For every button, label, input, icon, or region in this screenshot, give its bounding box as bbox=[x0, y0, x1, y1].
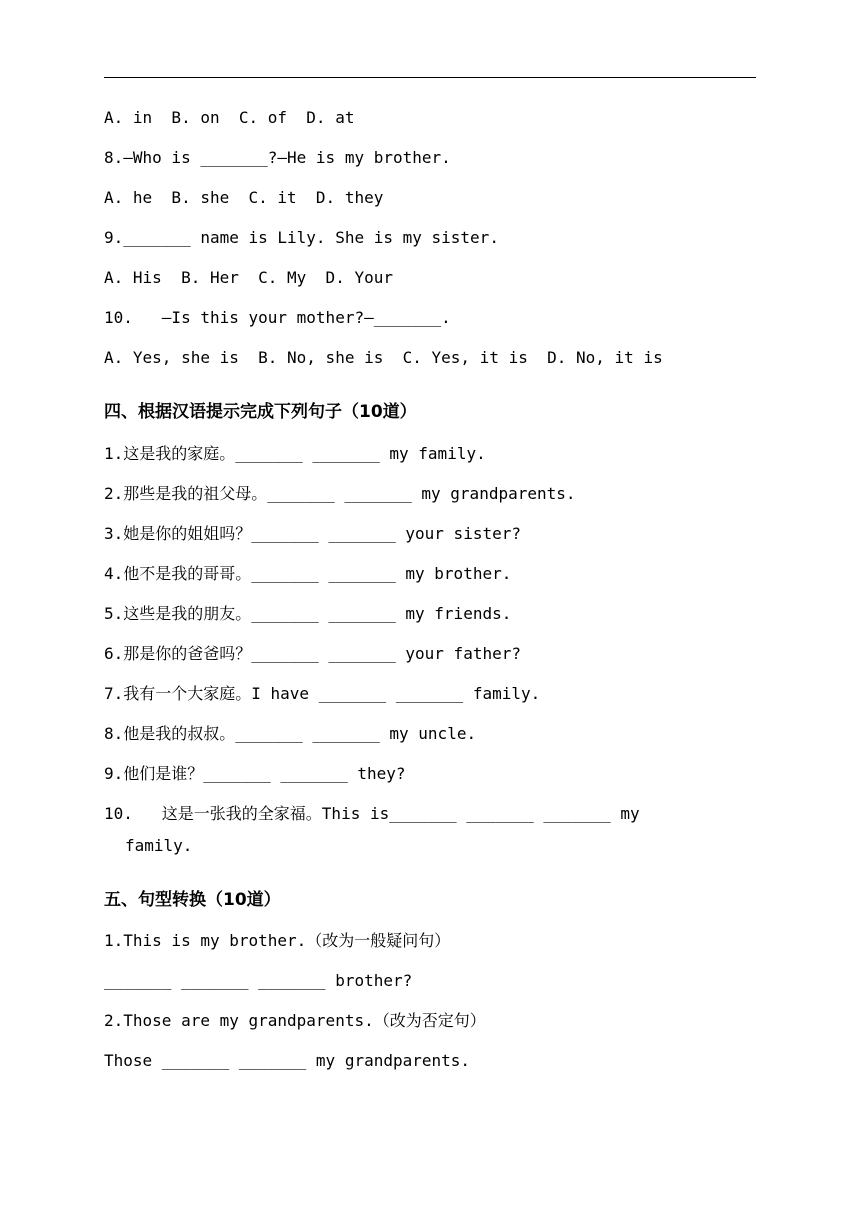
q10-stem: 10. —Is this your mother?—_______. bbox=[104, 308, 451, 327]
section5-title: 五、句型转换（10道） bbox=[104, 890, 281, 910]
s4-item-7: 7.我有一个大家庭。I have _______ _______ family. bbox=[104, 684, 541, 703]
s4-item-10-cont: family. bbox=[125, 836, 193, 855]
s4-item-9: 9.他们是谁？_______ _______ they? bbox=[104, 764, 406, 783]
q10-options: A. Yes, she is B. No, she is C. Yes, it is D. No, it is bbox=[104, 348, 663, 367]
s5-q2: 2.Those are my grandparents.（改为否定句） bbox=[104, 1011, 486, 1030]
s4-item-3: 3.她是你的姐姐吗？_______ _______ your sister? bbox=[104, 524, 521, 543]
s4-item-8: 8.他是我的叔叔。_______ _______ my uncle. bbox=[104, 724, 477, 743]
s5-q2-answer: Those _______ _______ my grandparents. bbox=[104, 1051, 471, 1070]
q8-options: A. he B. she C. it D. they bbox=[104, 188, 384, 207]
q9-options: A. His B. Her C. My D. Your bbox=[104, 268, 393, 287]
s4-item-4: 4.他不是我的哥哥。_______ _______ my brother. bbox=[104, 564, 512, 583]
s4-item-5: 5.这些是我的朋友。_______ _______ my friends. bbox=[104, 604, 512, 623]
s5-q1: 1.This is my brother.（改为一般疑问句） bbox=[104, 931, 451, 950]
s4-item-1: 1.这是我的家庭。_______ _______ my family. bbox=[104, 444, 486, 463]
header-rule bbox=[104, 77, 756, 78]
section4-title: 四、根据汉语提示完成下列句子（10道） bbox=[104, 402, 417, 422]
s4-item-10: 10. 这是一张我的全家福。This is_______ _______ _______ my bbox=[104, 804, 640, 823]
q9-stem: 9._______ name is Lily. She is my sister. bbox=[104, 228, 499, 247]
s5-q1-answer: _______ _______ _______ brother? bbox=[104, 971, 413, 990]
q8-stem: 8.—Who is _______?—He is my brother. bbox=[104, 148, 451, 167]
q7-options: A. in B. on C. of D. at bbox=[104, 108, 355, 127]
s4-item-2: 2.那些是我的祖父母。_______ _______ my grandparents. bbox=[104, 484, 576, 503]
s4-item-6: 6.那是你的爸爸吗？_______ _______ your father? bbox=[104, 644, 521, 663]
